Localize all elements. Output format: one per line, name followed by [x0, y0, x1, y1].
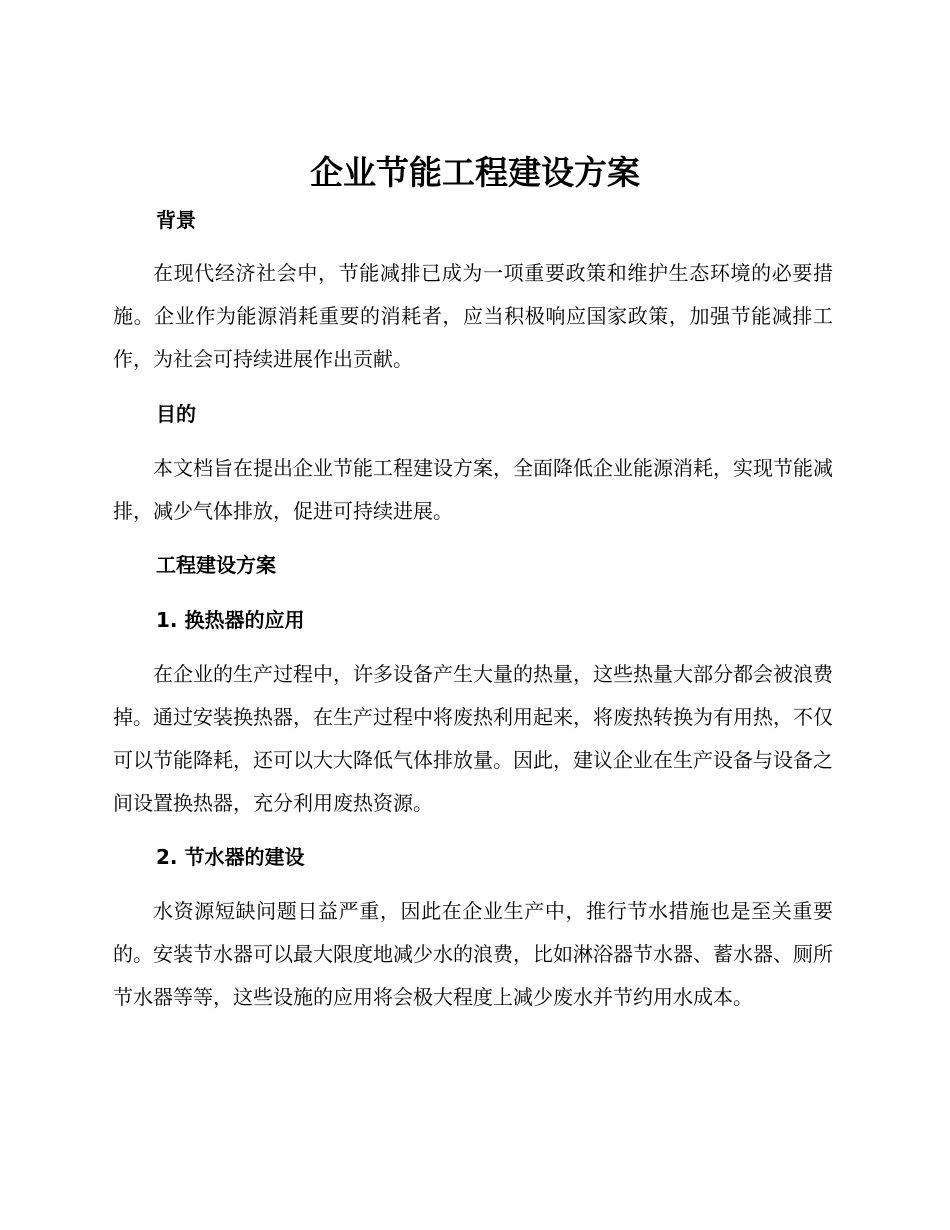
paragraph-heat-exchanger: 在企业的生产过程中，许多设备产生大量的热量，这些热量大部分都会被浪费掉。通过安装换热器，在生产过程中将废热利用起来，将废热转换为有用热，不仅可以节能降耗，还可以大大降低气体排放量。因此，建议企业在生产设备与设备之间设置换热器，充分利用废热资源。: [113, 662, 833, 815]
document-title: 企业节能工程建设方案: [310, 153, 640, 192]
section-heading-plan: 工程建设方案: [156, 553, 276, 577]
section-heading-water-saver: 2. 节水器的建设: [156, 845, 305, 869]
section-heading-purpose: 目的: [156, 402, 196, 426]
section-heading-heat-exchanger: 1. 换热器的应用: [156, 608, 305, 632]
paragraph-purpose: 本文档旨在提出企业节能工程建设方案，全面降低企业能源消耗，实现节能减排，减少气体排放，促进可持续进展。: [113, 456, 833, 523]
section-heading-background: 背景: [156, 208, 196, 232]
paragraph-water-saver: 水资源短缺问题日益严重，因此在企业生产中，推行节水措施也是至关重要的。安装节水器可以最大限度地减少水的浪费，比如淋浴器节水器、蓄水器、厕所节水器等等，这些设施的应用将会极大程度上减少废水并节约用水成本。: [113, 899, 833, 1009]
paragraph-background: 在现代经济社会中，节能减排已成为一项重要政策和维护生态环境的必要措施。企业作为能源消耗重要的消耗者，应当积极响应国家政策，加强节能减排工作，为社会可持续进展作出贡献。: [113, 261, 833, 371]
